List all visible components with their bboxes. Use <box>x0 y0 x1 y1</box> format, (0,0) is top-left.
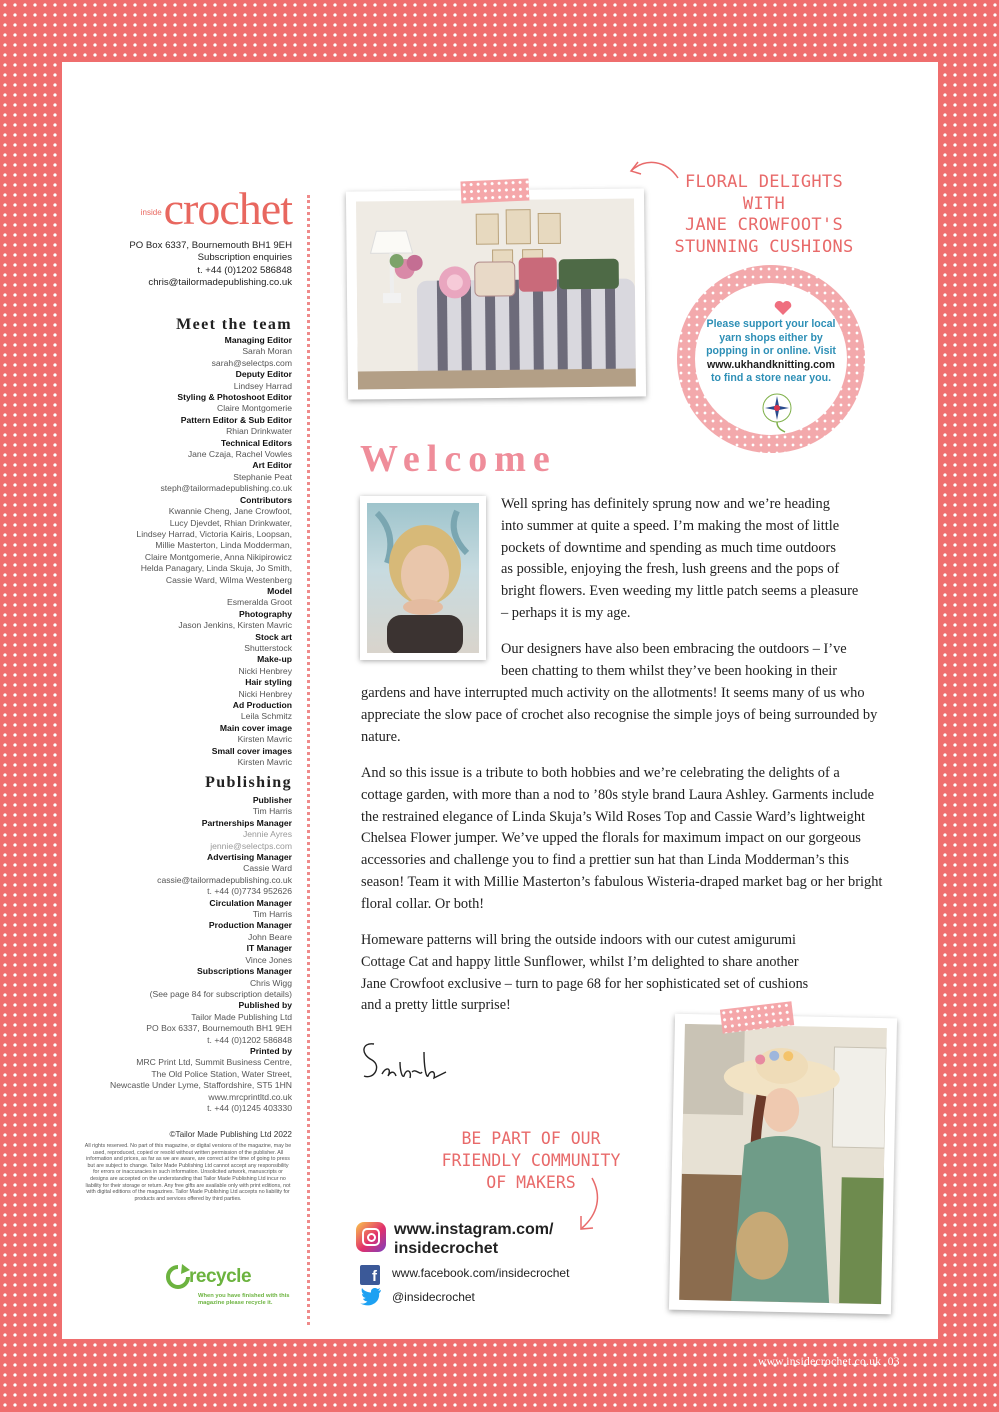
role-title: Pattern Editor & Sub Editor <box>180 414 292 425</box>
staff-name: Kirsten Mavric <box>237 734 292 745</box>
cushions-photo <box>346 188 646 399</box>
copyright: ©Tailor Made Publishing Ltd 2022 <box>169 1130 292 1139</box>
publishing-heading: Publishing <box>205 774 292 791</box>
staff-name: Sarah Moran <box>242 346 292 357</box>
publishing-list <box>70 795 292 1114</box>
subscription-label: Subscription enquiries <box>197 252 292 264</box>
legal-text: All rights reserved. No part of this magazine, or digital versions of the magazine, may be used, reproduced, copied or resold without written permission of the publisher. All information and prices, as far as we are aware, are correct at the time of going to press but are subject to change. Tailor Made Publishing Ltd cannot accept any responsibility for errors or inaccuracies in such information. Unsolicited artwork, manuscripts or designs are accepted on the understanding that Tailor Made Publishing Ltd incur no liability for their storage or return. Any free gifts are available only with print editions, not with digital editions of the magazines. Tailor Made Publishing Ltd accepts no liability for products and services offered by third parties. <box>84 1143 292 1202</box>
editor-portrait <box>360 496 486 660</box>
role-title: Contributors <box>239 494 292 505</box>
community-callout: BE PART OF OUR FRIENDLY COMMUNITY OF MAKERS <box>441 1129 621 1192</box>
team-list <box>70 335 292 768</box>
staff-name: Kwannie Cheng, Jane Crowfoot, <box>168 506 292 517</box>
support-url[interactable]: www.ukhandknitting.com <box>707 358 835 371</box>
role-title: Advertising Manager <box>206 852 292 863</box>
role-title: Model <box>267 585 292 596</box>
staff-name: Kirsten Mavric <box>237 757 292 768</box>
ukhandknitting-logo-icon <box>755 388 799 434</box>
role-title: Ad Production <box>232 700 292 710</box>
address: PO Box 6337, Bournemouth BH1 9EH <box>129 240 292 251</box>
staff-name: Vince Jones <box>245 954 292 965</box>
role-title: Production Manager <box>208 920 292 931</box>
twitter-handle[interactable]: @insidecrochet <box>392 1290 475 1304</box>
welcome-paragraph-3: And so this issue is a tribute to both hobbies and we’re celebrating the delights of a cottage garden, with more than a nod to ’80s style brand Laura Ashley. Garments include the restrained elegance of Linda Skuja’s Wild Roses Top and Cassie Ward’s lightweight Chelsea Flower jumper. We’ve upped the florals for maximum impact on our gorgeous accessories and challenge you to find a prettier sun hat than Linda Modderman’s this season! Team it with Millie Masterton’s fabulous Wisteria-draped market bag or her bright floral collar. Or both! <box>361 765 883 912</box>
signature <box>360 1032 470 1092</box>
magazine-logo: insidecrochet <box>140 183 292 234</box>
welcome-paragraph-1: Well spring has definitely sprung now and we’re heading into summer at quite a speed. I’m making the most of little pockets of downtime and spending as much time outdoors as possible, enjoying the fresh, lush greens and the pops of bright flowers. Even weeding my little patch seems a pleasure – perhaps it is my age. <box>501 496 859 621</box>
page-number: 03 <box>887 1356 900 1368</box>
staff-name: Cassie Ward, Wilma Westenberg <box>165 574 292 585</box>
staff-name: cassie@tailormadepublishing.co.uk <box>157 874 292 885</box>
staff-name: Cassie Ward <box>243 863 292 874</box>
role-title: Publisher <box>252 795 292 805</box>
staff-name: t. +44 (0)1202 586848 <box>207 1034 292 1045</box>
role-title: Subscriptions Manager <box>196 966 292 977</box>
staff-name: Newcastle Under Lyme, Staffordshire, ST5 1HN <box>110 1080 292 1091</box>
portrait-illustration <box>367 503 479 653</box>
arrow-down-icon <box>576 1176 604 1234</box>
staff-name: Lindsey Harrad <box>233 380 292 391</box>
model-illustration <box>679 1024 887 1304</box>
staff-name: www.mrcprintltd.co.uk <box>208 1091 292 1102</box>
role-title: Hair styling <box>245 677 292 688</box>
twitter-icon[interactable] <box>360 1288 382 1306</box>
staff-name: Lindsey Harrad, Victoria Kairis, Loopsan, <box>136 528 292 539</box>
staff-name: Esmeralda Groot <box>227 597 292 608</box>
role-title: Small cover images <box>211 745 292 756</box>
welcome-title: Welcome <box>360 438 557 480</box>
welcome-paragraph-2-start: Our designers have also been embracing the outdoors – I’ve been chatting to them whilst they’ve been hooking in their <box>501 641 847 679</box>
staff-name: Lucy Djevdet, Rhian Drinkwater, <box>169 517 292 528</box>
role-title: Partnerships Manager <box>201 817 292 828</box>
staff-name: (See page 84 for subscription details) <box>149 988 292 999</box>
role-title: Stock art <box>255 631 292 642</box>
model-photo <box>669 1014 897 1315</box>
role-title: Main cover image <box>219 722 292 733</box>
staff-name: Millie Masterton, Linda Modderman, <box>155 540 292 551</box>
facebook-link[interactable]: www.facebook.com/insidecrochet <box>392 1266 570 1280</box>
staff-name: Claire Montgomerie <box>217 403 292 414</box>
staff-name: MRC Print Ltd, Summit Business Centre, <box>136 1057 292 1068</box>
column-divider <box>307 195 310 1325</box>
page-footer <box>758 1356 900 1368</box>
facebook-icon[interactable]: f <box>360 1265 380 1285</box>
staff-name: jennie@selectps.com <box>210 840 292 851</box>
staff-name: Helda Panagary, Linda Skuja, Jo Smith, <box>140 563 292 574</box>
staff-name: steph@tailormadepublishing.co.uk <box>160 483 292 494</box>
staff-name: Jason Jenkins, Kirsten Mavric <box>178 620 292 631</box>
staff-name: Chris Wigg <box>249 977 292 988</box>
role-title: Managing Editor <box>224 335 292 345</box>
staff-name: Claire Montgomerie, Anna Nikipirowicz <box>144 551 292 562</box>
staff-name: Tim Harris <box>252 909 292 920</box>
role-title: Printed by <box>249 1045 292 1056</box>
recycle-note: When you have finished with this magazine please recycle it. <box>198 1293 290 1306</box>
instagram-link[interactable]: www.instagram.com/ insidecrochet <box>394 1221 554 1257</box>
role-title: IT Manager <box>246 943 292 954</box>
role-title: Deputy Editor <box>235 369 292 380</box>
staff-name: Tailor Made Publishing Ltd <box>191 1011 292 1022</box>
recycle-icon <box>166 1264 190 1290</box>
team-heading: Meet the team <box>176 316 292 333</box>
role-title: Make-up <box>257 654 292 665</box>
staff-name: t. +44 (0)7734 952626 <box>207 886 292 897</box>
tape-decoration <box>460 178 529 203</box>
photo-caption: FLORAL DELIGHTS WITH JANE CROWFOOT'S STUNNING CUSHIONS <box>674 172 854 257</box>
staff-name: Stephanie Peat <box>233 471 292 482</box>
staff-name: Nicki Henbrey <box>238 665 292 676</box>
staff-name: Jennie Ayres <box>242 829 292 840</box>
recycle-word: recycle <box>189 1266 252 1287</box>
role-title: Art Editor <box>252 460 292 471</box>
staff-name: John Beare <box>248 931 292 942</box>
staff-name: Nicki Henbrey <box>238 688 292 699</box>
staff-name: Rhian Drinkwater <box>226 426 292 437</box>
email[interactable]: chris@tailormadepublishing.co.uk <box>148 276 292 288</box>
welcome-paragraph-4: Homeware patterns will bring the outside indoors with our cutest amigurumi Cottage Cat and happy little Sunflower, whilst I’m delighted to share another Jane Crowfoot exclusive – turn to page 68 for her sophisticated set of cushions and a pretty little surprise! <box>361 932 809 1014</box>
welcome-paragraph-2-rest: gardens and have interrupted much activity on the allotments! It seems many of us who appreciate the slow pace of crochet also recognise the simple joys of being surrounded by nature. <box>361 685 878 745</box>
phone: t. +44 (0)1202 586848 <box>197 264 292 276</box>
staff-name: sarah@selectps.com <box>211 357 292 368</box>
footer-url[interactable]: www.insidecrochet.co.uk <box>758 1356 882 1368</box>
staff-name: t. +44 (0)1245 403330 <box>207 1102 292 1113</box>
instagram-icon[interactable] <box>356 1222 386 1252</box>
role-title: Published by <box>238 1000 292 1011</box>
staff-name: Jane Czaja, Rachel Vowles <box>187 449 292 460</box>
support-text: Please support your local yarn shops either by popping in or online. Visit www.ukhandknitting.com to find a store near you. <box>706 318 836 384</box>
staff-name: The Old Police Station, Water Street, <box>151 1068 292 1079</box>
heart-icon <box>773 300 793 316</box>
role-title: Photography <box>239 608 292 619</box>
contact-block <box>92 240 292 289</box>
role-title: Circulation Manager <box>209 897 292 908</box>
sofa-illustration <box>356 199 636 390</box>
staff-name: PO Box 6337, Bournemouth BH1 9EH <box>146 1023 292 1034</box>
role-title: Technical Editors <box>221 437 292 448</box>
staff-name: Shutterstock <box>244 642 292 653</box>
staff-name: Tim Harris <box>252 806 292 817</box>
role-title: Styling & Photoshoot Editor <box>177 392 292 403</box>
staff-name: Leila Schmitz <box>240 711 292 722</box>
